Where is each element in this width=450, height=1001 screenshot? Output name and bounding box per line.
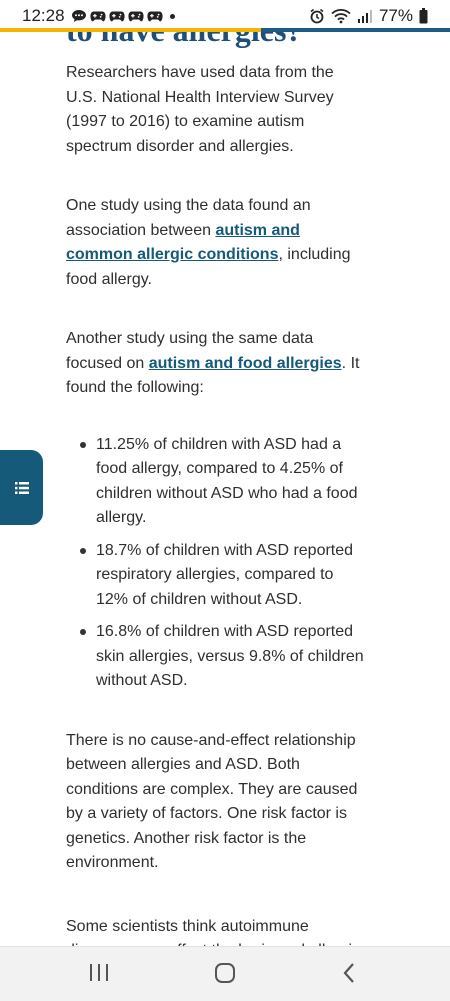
system-navigation-bar <box>0 946 450 1001</box>
status-left <box>22 6 175 26</box>
paragraph: Another study using the same data focused on autism and food allergies. It found the following: <box>66 330 360 396</box>
status-bar <box>0 0 450 30</box>
home-icon[interactable] <box>213 961 237 985</box>
list-icon <box>15 481 29 495</box>
game-controller-icon <box>128 9 144 23</box>
autism-allergic-conditions-link[interactable]: autism and common allergic conditions <box>66 221 300 263</box>
autism-food-allergies-link[interactable]: autism and food allergies <box>148 354 342 372</box>
list-item: 16.8% of children with ASD reported skin allergies, versus 9.8% of children without ASD. <box>96 620 366 694</box>
wifi-icon <box>331 8 351 24</box>
paragraph: Researchers have used data from the U.S. National Health Interview Survey (1997 to 2016) to examine autism spectrum disorder and allergies. <box>66 64 334 155</box>
battery-percentage: 77% <box>378 6 413 25</box>
game-controller-icon <box>147 9 163 23</box>
status-right <box>309 6 428 26</box>
findings-list <box>66 433 366 694</box>
clock: 12:28 <box>22 6 65 25</box>
signal-icon <box>357 8 373 24</box>
alarm-icon <box>309 8 325 24</box>
game-controller-icon <box>90 9 106 23</box>
section-heading <box>66 32 366 46</box>
list-item: 18.7% of children with ASD reported respiratory allergies, compared to 12% of children without ASD. <box>96 539 366 613</box>
battery-icon <box>419 8 428 24</box>
paragraph: One study using the data found an association between autism and common allergic conditions, including food allergy. <box>66 197 351 288</box>
back-icon[interactable] <box>340 961 358 985</box>
paragraph: There is no cause-and-effect relationship between allergies and ASD. Both conditions are complex. They are caused by a variety of factors. One risk factor is genetics. Another risk factor is the environment. <box>66 731 358 871</box>
more-notifications-dot <box>170 14 175 19</box>
notification-icons <box>71 9 175 23</box>
list-item: 11.25% of children with ASD had a food allergy, compared to 4.25% of children without ASD who had a food allergy. <box>96 433 366 531</box>
page-accent-bar <box>0 28 450 32</box>
recent-apps-icon[interactable] <box>88 961 110 985</box>
article-body <box>66 32 366 964</box>
table-of-contents-button[interactable] <box>0 450 43 525</box>
game-controller-icon <box>109 9 125 23</box>
chat-bubble-icon <box>71 9 87 23</box>
paragraph: Some scientists think autoimmune <box>66 917 309 935</box>
